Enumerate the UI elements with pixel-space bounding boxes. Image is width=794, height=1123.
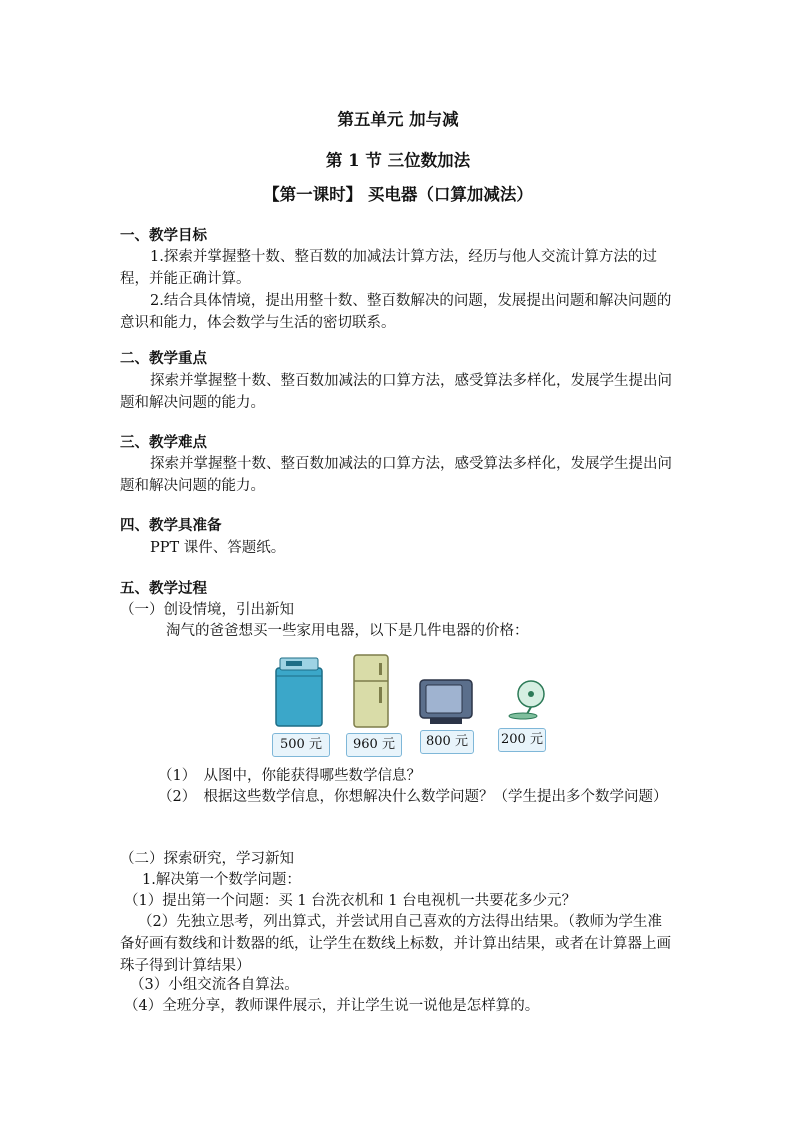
tools-heading: 四、教学具准备 (120, 517, 222, 534)
tools-text: PPT 课件、答题纸。 (150, 540, 286, 556)
price-refrigerator: 960 元 (346, 733, 402, 757)
step-1-sub-2: （2）先独立思考，列出算式，并尝试用自己喜欢的方法得出结果。（教师为学生准备好画有数线和计数器的纸，让学生在数线上标数，并计算出结果，或者在计算器上画珠子得到计算结果） (120, 914, 671, 974)
difficulty-text: 探索并掌握整十数、整百数加减法的口算方法，感受算法多样化，发展学生提出问题和解决问题的能力。 (120, 456, 672, 494)
lesson-title: 【第一课时】 买电器（口算加减法） (263, 185, 533, 204)
part-1-heading: （一）创设情境，引出新知 (120, 602, 294, 618)
part-2-heading: （二）探索研究，学习新知 (120, 851, 294, 867)
television-icon (418, 678, 474, 726)
question-1: （1） 从图中，你能获得哪些数学信息？ (158, 768, 421, 784)
step-1-sub-4: （4）全班分享，教师课件展示，并让学生说一说他是怎样算的。 (124, 998, 540, 1014)
focus-text: 探索并掌握整十数、整百数加减法的口算方法，感受算法多样化，发展学生提出问题和解决问题的能力。 (120, 373, 672, 411)
goals-item-2: 2.结合具体情境，提出用整十数、整百数解决的问题，发展提出问题和解决问题的意识和能力，体会数学与生活的密切联系。 (120, 293, 672, 331)
price-fan: 200 元 (498, 728, 546, 752)
price-television: 800 元 (420, 730, 474, 754)
goals-heading: 一、教学目标 (120, 227, 207, 244)
question-2: （2） 根据这些数学信息，你想解决什么数学问题？（学生提出多个数学问题） (158, 789, 668, 805)
step-1-sub-3: （3）小组交流各自算法。 (130, 977, 299, 993)
electric-fan-icon (505, 678, 551, 720)
goals-item-1: 1.探索并掌握整十数、整百数的加减法计算方法，经历与他人交流计算方法的过程，并能正确计算。 (120, 249, 657, 287)
focus-heading: 二、教学重点 (120, 350, 207, 367)
process-heading: 五、教学过程 (120, 580, 207, 597)
step-1: 1.解决第一个数学问题： (142, 872, 301, 888)
refrigerator-icon (351, 653, 391, 729)
unit-title: 第五单元 加与减 (337, 110, 459, 129)
step-1-sub-1: （1）提出第一个问题：买 1 台洗衣机和 1 台电视机一共要花多少元？ (124, 893, 577, 909)
difficulty-heading: 三、教学难点 (120, 434, 207, 451)
section-title: 第 1 节 三位数加法 (325, 151, 471, 170)
washing-machine-icon (274, 654, 324, 728)
price-washing-machine: 500 元 (272, 733, 330, 757)
intro-text: 淘气的爸爸想买一些家用电器，以下是几件电器的价格： (166, 623, 529, 639)
